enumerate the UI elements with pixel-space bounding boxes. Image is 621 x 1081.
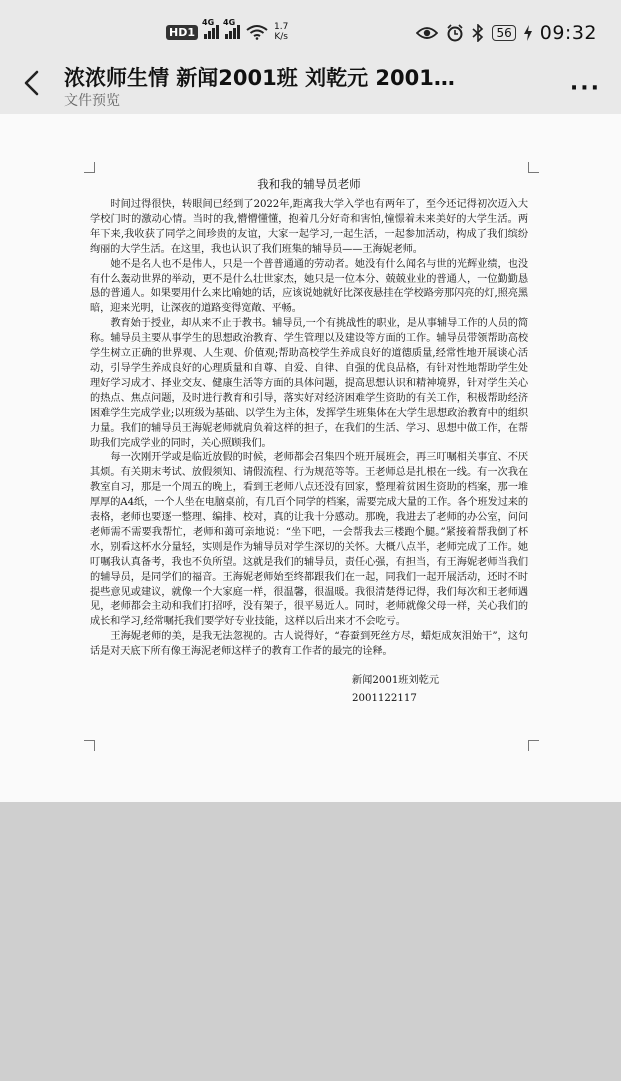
back-arrow-icon[interactable] [18,66,48,100]
hd-badge [166,25,198,40]
clock: 09:32 [539,22,597,44]
file-preview-label: 文件预览 [64,93,120,109]
document-heading: 我和我的辅导员老师 [257,177,361,191]
speed-unit: K/s [274,32,288,42]
signature-name: 新闻2001班刘乾元 [352,675,440,687]
wifi-icon [246,24,268,40]
bluetooth-icon [472,24,484,42]
signature-block [90,672,528,708]
paragraph: 每一次刚开学或是临近放假的时候，老师都会召集四个班开展班会，再三叮嘱相关事宜、不厌其烦。有关期末考试、放假须知、请假流程、行为规范等等。王老师总是扎根在一线。有一次我在教室自习，那是一个周五的晚上，看到王老师八点还没有回家，整理着贫困生资助的档案，那一堆厚厚的A4纸，一个人坐在电脑桌前，有几百个同学的档案，需要完成大量的工作。各个班发过来的表格，老师也要逐一整理、编排、校对，真的让我十分感动。那晚，我进去了老师的办公室，问问老师需不需要我帮忙，老师和蔼可亲地说：“坐下吧，一会帮我去三楼跑个腿。”紧接着帮我倒了杯水，别看这杯水分量轻，实则是作为辅导员对学生深切的关怀。大概八点半，老师完成了工作。她叮嘱我认真备考，我也不负所望。这就是我们的辅导员，责任心强，有担当，有王海妮老师当我们的辅导员，是同学们的福音。王海妮老师始至终都跟我们在一起，同我们一起开展活动，还时不时提些意见或建议，就像一个大家庭一样，很温馨，很温暖。我很清楚得记得，我们每次和王老师遇见，老师都会主动和我们打招呼，没有架子，很平易近人。同时，老师就像父母一样，关心我们的成长和学习,经常嘱托我们要学好专业技能，这样以后出来才不会吃亏。 [90,452,528,628]
title-bar [0,56,621,114]
alarm-icon [446,24,464,42]
battery-level: 56 [496,26,512,40]
network-type-1: 4G [202,18,215,27]
sim-label: 1 [187,25,195,39]
net-speed [274,22,288,42]
paragraph: 时间过得很快，转眼间已经到了2022年,距离我大学入学也有两年了，至今还记得初次迈入大学校门时的激动心情。当时的我,懵懵懂懂，抱着几分好奇和害怕,憧憬着未来美好的大学生活。两年下来,我收获了同学之间珍贵的友谊，大家一起学习,一起生活，一起参加活动，构成了我们缤纷绚丽的大学生活。在这里，我也认识了我们班集的辅导员——王海妮老师。 [90,199,528,255]
status-bar [0,0,621,56]
empty-area [0,802,621,1081]
status-left [166,18,289,42]
charging-icon [524,25,532,41]
document-page[interactable] [0,114,621,802]
status-right [416,22,597,44]
paragraph: 教育始于授业，却从来不止于教书。辅导员,一个有挑战性的职业，是从事辅导工作的人员的简称。辅导员主要从事学生的思想政治教育、学生管理以及建设等方面的工作。辅导员带领帮助高校学生树立正确的世界观、人生观、价值观;帮助高校学生养成良好的道德质量,经常性地开展谈心活动，引导学生养成良好的心理质量和自尊、自爱、自律、自强的优良品格，有针对性地帮助学生处理好学习成才、择业交友、健康生活等方面的具体问题，提高思想认识和精神境界，针对学生关心的热点、焦点问题，及时进行教育和引导，落实好对经济困难学生资助的有关工作，积极帮助经济困难学生完成学业;以班级为基础、以学生为主体，发挥学生班集体在大学生思想政治教育中的组织力量。我们的辅导员王海妮老师就肩负着这样的担子，在我们的生活、学习、思想中做工作，在帮助我们完成学业的同时，关心照顾我们。 [90,318,528,449]
speed-value: 1.7 [274,22,289,32]
signature-id: 2001122117 [352,693,417,705]
crop-mark [84,740,95,751]
eye-icon [416,26,438,40]
file-title: 浓浓师生情 新闻2001班 刘乾元 2001… [64,66,455,90]
paragraph: 王海妮老师的美，是我无法忽视的。古人说得好，“春蚕到死丝方尽，蜡炬成灰泪始干”，这句话是对天底下所有像王海泥老师这样子的教育工作者的最完的诠释。 [90,631,528,658]
hd-label: HD [169,25,188,39]
crop-mark [528,162,539,173]
document-body [90,176,528,708]
crop-mark [84,162,95,173]
signal-icon [202,18,219,39]
signal-icon-2 [223,18,240,39]
network-type-2: 4G [223,18,236,27]
battery-icon [492,25,515,41]
more-options-icon[interactable]: ··· [569,76,601,101]
crop-mark [528,740,539,751]
paragraph: 她不是名人也不是伟人，只是一个普普通通的劳动者。她没有什么闻名与世的光辉业绩，也没有什么轰动世界的举动，更不是什么壮世家杰，她只是一位本分、兢兢业业的普通人，一位勤勤恳恳的普通人。如果要用什么来比喻她的话，应该说她就好比深夜悬挂在学校路旁那闪亮的灯,照亮黑暗，迎来光明，让深夜的道路变得宽敞、平畅。 [90,258,528,315]
